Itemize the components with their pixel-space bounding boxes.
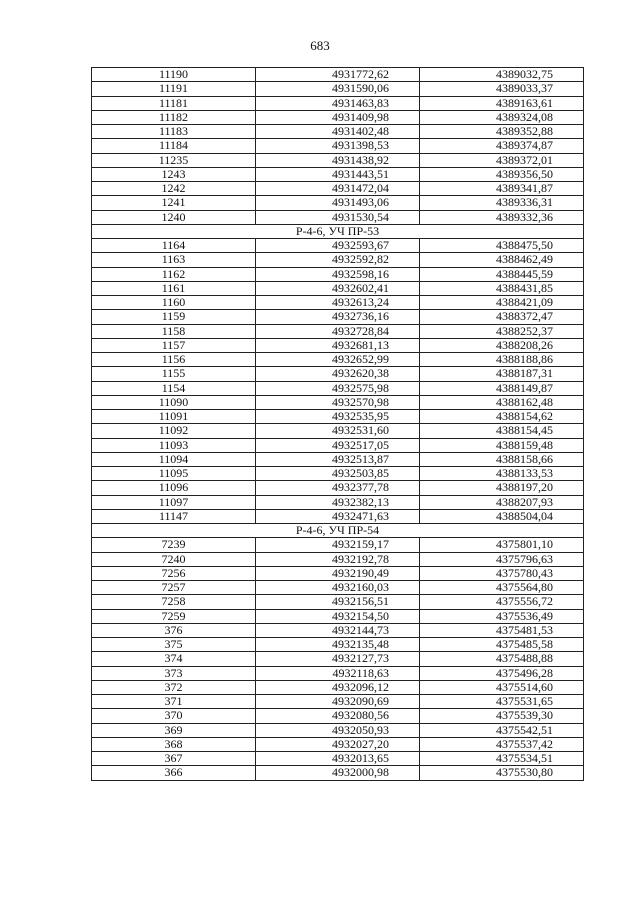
point-number-cell: 11191 <box>92 82 256 96</box>
x-coordinate-cell: 4932013,65 <box>256 752 420 766</box>
point-number-cell: 1155 <box>92 367 256 381</box>
y-coordinate-cell: 4389163,61 <box>420 96 584 110</box>
x-coordinate-cell: 4932159,17 <box>256 538 420 552</box>
point-number-cell: 11090 <box>92 395 256 409</box>
table-row <box>92 96 584 110</box>
table-row <box>92 210 584 224</box>
section-title: Р-4-6, УЧ ПР-54 <box>92 524 584 538</box>
point-number-cell: 372 <box>92 680 256 694</box>
x-coordinate-cell: 4932160,03 <box>256 581 420 595</box>
table-row <box>92 395 584 409</box>
point-number-cell: 370 <box>92 709 256 723</box>
y-coordinate-cell: 4388504,04 <box>420 509 584 523</box>
point-number-cell: 1161 <box>92 281 256 295</box>
table-row <box>92 666 584 680</box>
y-coordinate-cell: 4388154,62 <box>420 410 584 424</box>
point-number-cell: 7257 <box>92 581 256 595</box>
table-row <box>92 281 584 295</box>
x-coordinate-cell: 4932620,38 <box>256 367 420 381</box>
x-coordinate-cell: 4932517,05 <box>256 438 420 452</box>
y-coordinate-cell: 4389324,08 <box>420 110 584 124</box>
point-number-cell: 368 <box>92 737 256 751</box>
point-number-cell: 371 <box>92 695 256 709</box>
x-coordinate-cell: 4932652,99 <box>256 353 420 367</box>
x-coordinate-cell: 4932127,73 <box>256 652 420 666</box>
table-row <box>92 595 584 609</box>
table-row <box>92 424 584 438</box>
x-coordinate-cell: 4932471,63 <box>256 509 420 523</box>
point-number-cell: 1241 <box>92 196 256 210</box>
y-coordinate-cell: 4388162,48 <box>420 395 584 409</box>
point-number-cell: 1162 <box>92 267 256 281</box>
table-row <box>92 167 584 181</box>
table-row <box>92 723 584 737</box>
point-number-cell: 7256 <box>92 566 256 580</box>
point-number-cell: 11097 <box>92 495 256 509</box>
x-coordinate-cell: 4932570,98 <box>256 395 420 409</box>
point-number-cell: 1243 <box>92 167 256 181</box>
table-row <box>92 709 584 723</box>
x-coordinate-cell: 4931772,62 <box>256 68 420 82</box>
y-coordinate-cell: 4388159,48 <box>420 438 584 452</box>
point-number-cell: 11182 <box>92 110 256 124</box>
x-coordinate-cell: 4932736,16 <box>256 310 420 324</box>
y-coordinate-cell: 4388154,45 <box>420 424 584 438</box>
point-number-cell: 11147 <box>92 509 256 523</box>
y-coordinate-cell: 4388197,20 <box>420 481 584 495</box>
table-row <box>92 267 584 281</box>
table-row <box>92 652 584 666</box>
table-row <box>92 410 584 424</box>
point-number-cell: 376 <box>92 623 256 637</box>
table-row <box>92 766 584 780</box>
table-row <box>92 623 584 637</box>
y-coordinate-cell: 4388252,37 <box>420 324 584 338</box>
point-number-cell: 11184 <box>92 139 256 153</box>
table-row <box>92 82 584 96</box>
table-row <box>92 182 584 196</box>
section-header-row <box>92 224 584 238</box>
x-coordinate-cell: 4932080,56 <box>256 709 420 723</box>
y-coordinate-cell: 4388158,66 <box>420 452 584 466</box>
table-row <box>92 695 584 709</box>
section-title: Р-4-6, УЧ ПР-53 <box>92 224 584 238</box>
x-coordinate-cell: 4932602,41 <box>256 281 420 295</box>
point-number-cell: 375 <box>92 638 256 652</box>
x-coordinate-cell: 4932090,69 <box>256 695 420 709</box>
x-coordinate-cell: 4932135,48 <box>256 638 420 652</box>
y-coordinate-cell: 4388462,49 <box>420 253 584 267</box>
point-number-cell: 373 <box>92 666 256 680</box>
table-row <box>92 125 584 139</box>
y-coordinate-cell: 4375542,51 <box>420 723 584 737</box>
point-number-cell: 369 <box>92 723 256 737</box>
y-coordinate-cell: 4375485,58 <box>420 638 584 652</box>
table-row <box>92 324 584 338</box>
y-coordinate-cell: 4389352,88 <box>420 125 584 139</box>
x-coordinate-cell: 4932156,51 <box>256 595 420 609</box>
x-coordinate-cell: 4932575,98 <box>256 381 420 395</box>
y-coordinate-cell: 4388208,26 <box>420 338 584 352</box>
table-row <box>92 467 584 481</box>
table-row <box>92 153 584 167</box>
x-coordinate-cell: 4932027,20 <box>256 737 420 751</box>
table-row <box>92 353 584 367</box>
table-row <box>92 752 584 766</box>
y-coordinate-cell: 4375564,80 <box>420 581 584 595</box>
point-number-cell: 11181 <box>92 96 256 110</box>
point-number-cell: 7258 <box>92 595 256 609</box>
table-row <box>92 509 584 523</box>
y-coordinate-cell: 4375536,49 <box>420 609 584 623</box>
point-number-cell: 7239 <box>92 538 256 552</box>
table-row <box>92 68 584 82</box>
y-coordinate-cell: 4375534,51 <box>420 752 584 766</box>
y-coordinate-cell: 4389332,36 <box>420 210 584 224</box>
x-coordinate-cell: 4931398,53 <box>256 139 420 153</box>
x-coordinate-cell: 4932382,13 <box>256 495 420 509</box>
point-number-cell: 11091 <box>92 410 256 424</box>
table-row <box>92 438 584 452</box>
y-coordinate-cell: 4388421,09 <box>420 296 584 310</box>
x-coordinate-cell: 4932503,85 <box>256 467 420 481</box>
table-row <box>92 196 584 210</box>
point-number-cell: 11092 <box>92 424 256 438</box>
table-row <box>92 538 584 552</box>
x-coordinate-cell: 4932096,12 <box>256 680 420 694</box>
point-number-cell: 11095 <box>92 467 256 481</box>
x-coordinate-cell: 4932613,24 <box>256 296 420 310</box>
point-number-cell: 1156 <box>92 353 256 367</box>
y-coordinate-cell: 4375801,10 <box>420 538 584 552</box>
x-coordinate-cell: 4932190,49 <box>256 566 420 580</box>
table-row <box>92 609 584 623</box>
table-row <box>92 381 584 395</box>
x-coordinate-cell: 4931493,06 <box>256 196 420 210</box>
point-number-cell: 1164 <box>92 239 256 253</box>
x-coordinate-cell: 4931409,98 <box>256 110 420 124</box>
x-coordinate-cell: 4932592,82 <box>256 253 420 267</box>
point-number-cell: 7259 <box>92 609 256 623</box>
point-number-cell: 1154 <box>92 381 256 395</box>
y-coordinate-cell: 4388188,86 <box>420 353 584 367</box>
y-coordinate-cell: 4375488,88 <box>420 652 584 666</box>
point-number-cell: 11096 <box>92 481 256 495</box>
y-coordinate-cell: 4389374,87 <box>420 139 584 153</box>
point-number-cell: 1240 <box>92 210 256 224</box>
table-row <box>92 737 584 751</box>
x-coordinate-cell: 4932192,78 <box>256 552 420 566</box>
y-coordinate-cell: 4375780,43 <box>420 566 584 580</box>
table-row <box>92 367 584 381</box>
point-number-cell: 11183 <box>92 125 256 139</box>
point-number-cell: 1242 <box>92 182 256 196</box>
y-coordinate-cell: 4389356,50 <box>420 167 584 181</box>
x-coordinate-cell: 4931463,83 <box>256 96 420 110</box>
x-coordinate-cell: 4932531,60 <box>256 424 420 438</box>
y-coordinate-cell: 4388149,87 <box>420 381 584 395</box>
y-coordinate-cell: 4388445,59 <box>420 267 584 281</box>
point-number-cell: 11235 <box>92 153 256 167</box>
x-coordinate-cell: 4932377,78 <box>256 481 420 495</box>
x-coordinate-cell: 4932535,95 <box>256 410 420 424</box>
table-row <box>92 680 584 694</box>
coordinates-table-body <box>92 68 584 781</box>
y-coordinate-cell: 4389033,37 <box>420 82 584 96</box>
point-number-cell: 367 <box>92 752 256 766</box>
y-coordinate-cell: 4388133,53 <box>420 467 584 481</box>
x-coordinate-cell: 4932118,63 <box>256 666 420 680</box>
y-coordinate-cell: 4388372,47 <box>420 310 584 324</box>
table-row <box>92 581 584 595</box>
point-number-cell: 7240 <box>92 552 256 566</box>
x-coordinate-cell: 4932050,93 <box>256 723 420 737</box>
table-row <box>92 338 584 352</box>
table-row <box>92 452 584 466</box>
x-coordinate-cell: 4931472,04 <box>256 182 420 196</box>
y-coordinate-cell: 4388475,50 <box>420 239 584 253</box>
point-number-cell: 11190 <box>92 68 256 82</box>
point-number-cell: 11094 <box>92 452 256 466</box>
table-row <box>92 239 584 253</box>
x-coordinate-cell: 4932681,13 <box>256 338 420 352</box>
y-coordinate-cell: 4375531,65 <box>420 695 584 709</box>
table-row <box>92 638 584 652</box>
y-coordinate-cell: 4375530,80 <box>420 766 584 780</box>
x-coordinate-cell: 4931443,51 <box>256 167 420 181</box>
point-number-cell: 11093 <box>92 438 256 452</box>
point-number-cell: 374 <box>92 652 256 666</box>
x-coordinate-cell: 4931402,48 <box>256 125 420 139</box>
table-row <box>92 139 584 153</box>
table-row <box>92 296 584 310</box>
point-number-cell: 1160 <box>92 296 256 310</box>
x-coordinate-cell: 4932144,73 <box>256 623 420 637</box>
x-coordinate-cell: 4932598,16 <box>256 267 420 281</box>
table-row <box>92 566 584 580</box>
x-coordinate-cell: 4931530,54 <box>256 210 420 224</box>
point-number-cell: 1163 <box>92 253 256 267</box>
x-coordinate-cell: 4931590,06 <box>256 82 420 96</box>
table-row <box>92 481 584 495</box>
y-coordinate-cell: 4388207,93 <box>420 495 584 509</box>
table-row <box>92 253 584 267</box>
y-coordinate-cell: 4388431,85 <box>420 281 584 295</box>
y-coordinate-cell: 4375537,42 <box>420 737 584 751</box>
y-coordinate-cell: 4389336,31 <box>420 196 584 210</box>
point-number-cell: 1157 <box>92 338 256 352</box>
page-number: 683 <box>310 38 330 53</box>
coordinates-table <box>91 67 584 781</box>
table-row <box>92 552 584 566</box>
table-row <box>92 495 584 509</box>
y-coordinate-cell: 4375796,63 <box>420 552 584 566</box>
y-coordinate-cell: 4389032,75 <box>420 68 584 82</box>
y-coordinate-cell: 4389341,87 <box>420 182 584 196</box>
x-coordinate-cell: 4932593,67 <box>256 239 420 253</box>
point-number-cell: 1159 <box>92 310 256 324</box>
y-coordinate-cell: 4375556,72 <box>420 595 584 609</box>
table-row <box>92 110 584 124</box>
y-coordinate-cell: 4375496,28 <box>420 666 584 680</box>
point-number-cell: 1158 <box>92 324 256 338</box>
section-header-row <box>92 524 584 538</box>
x-coordinate-cell: 4932728,84 <box>256 324 420 338</box>
table-row <box>92 310 584 324</box>
x-coordinate-cell: 4932000,98 <box>256 766 420 780</box>
y-coordinate-cell: 4389372,01 <box>420 153 584 167</box>
y-coordinate-cell: 4388187,31 <box>420 367 584 381</box>
x-coordinate-cell: 4932513,87 <box>256 452 420 466</box>
point-number-cell: 366 <box>92 766 256 780</box>
y-coordinate-cell: 4375514,60 <box>420 680 584 694</box>
y-coordinate-cell: 4375539,30 <box>420 709 584 723</box>
x-coordinate-cell: 4932154,50 <box>256 609 420 623</box>
x-coordinate-cell: 4931438,92 <box>256 153 420 167</box>
y-coordinate-cell: 4375481,53 <box>420 623 584 637</box>
